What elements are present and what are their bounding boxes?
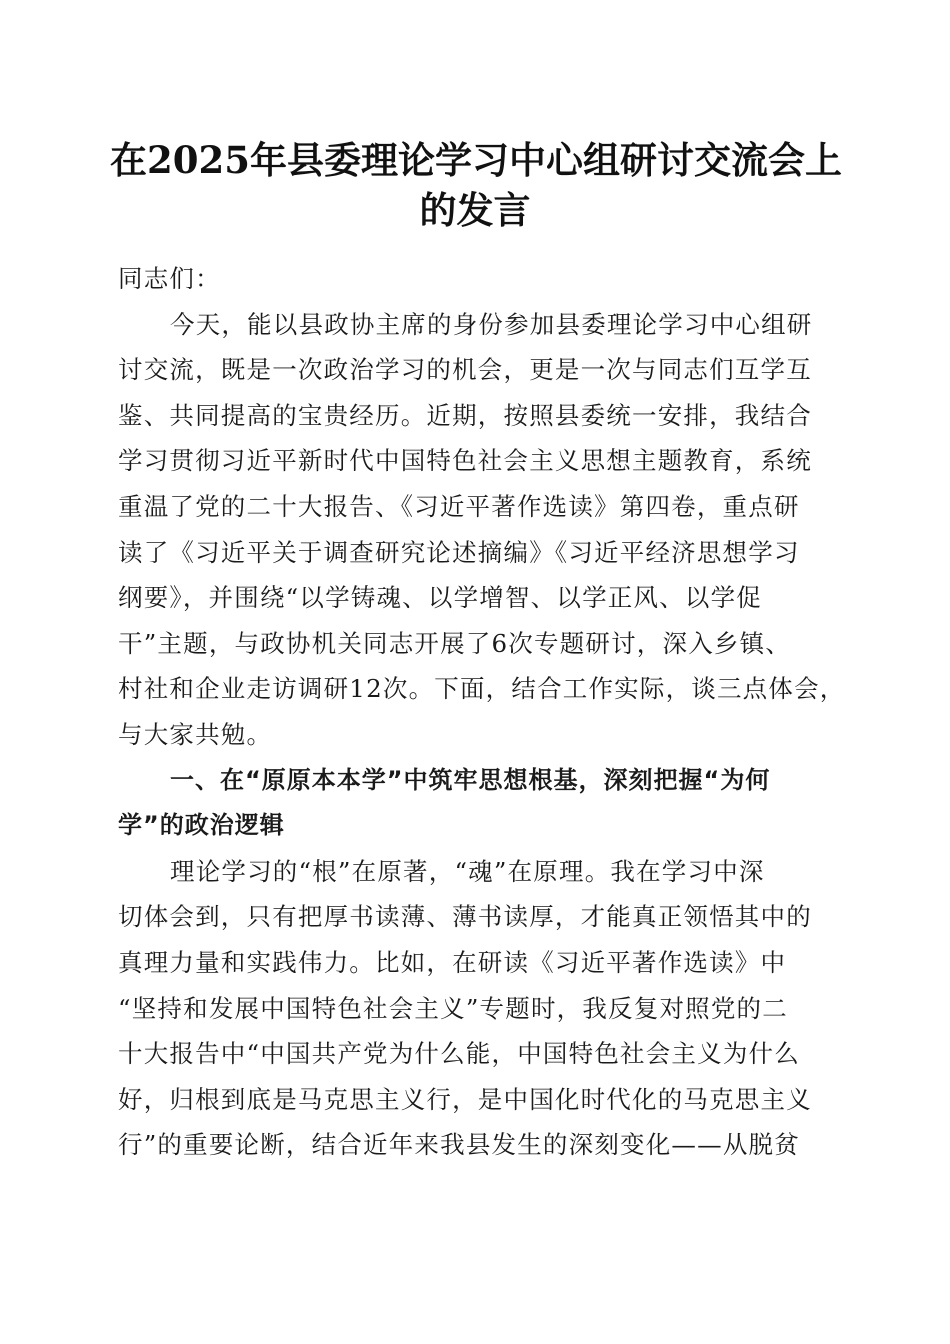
document-title (110, 135, 840, 235)
paragraph-line: 今天，能以县政协主席的身份参加县委理论学习中心组研 (170, 309, 813, 339)
paragraph-line: 学习贯彻习近平新时代中国特色社会主义思想主题教育，系统 (118, 446, 812, 476)
paragraph-line: 纲要》，并围绕“以学铸魂、以学增智、以学正风、以学促 (118, 583, 762, 613)
paragraph-line: 与大家共勉。 (118, 719, 273, 749)
paragraph-1 (118, 302, 846, 758)
section-heading-1 (118, 758, 830, 849)
paragraph-line: 好，归根到底是马克思主义行，是中国化时代化的马克思主义 (118, 1084, 812, 1114)
paragraph-line: 切体会到，只有把厚书读薄、薄书读厚，才能真正领悟其中的 (118, 902, 812, 932)
paragraph-line: 十大报告中“中国共产党为什么能，中国特色社会主义为什么 (118, 1039, 800, 1069)
document-body (118, 256, 846, 1168)
paragraph-line: “坚持和发展中国特色社会主义”专题时，我反复对照党的二 (118, 993, 788, 1023)
title-line-2: 的发言 (419, 188, 531, 232)
paragraph-line: 行”的重要论断，结合近年来我县发生的深刻变化——从脱贫 (118, 1130, 800, 1160)
paragraph-line: 重温了党的二十大报告、《习近平著作选读》第四卷，重点研 (118, 491, 800, 521)
paragraph-line: 真理力量和实践伟力。比如，在研读《习近平著作选读》中 (118, 947, 787, 977)
paragraph-line: 读了《习近平关于调查研究论述摘编》《习近平经济思想学习 (118, 537, 800, 567)
title-line-1: 在2025年县委理论学习中心组研讨交流会上 (110, 138, 842, 182)
salutation: 同志们： (118, 264, 221, 293)
paragraph-line: 干”主题，与政协机关同志开展了6次专题研讨，深入乡镇、 (118, 628, 792, 658)
heading-line: 一、在“原原本本学”中筑牢思想根基，深刻把握“为何 (170, 765, 771, 794)
paragraph-2 (118, 849, 830, 1168)
heading-line: 学”的政治逻辑 (118, 811, 285, 840)
paragraph-line: 村社和企业走访调研12次。下面，结合工作实际，谈三点体会， (118, 674, 846, 704)
paragraph-line: 鉴、共同提高的宝贵经历。近期，按照县委统一安排，我结合 (118, 400, 812, 430)
paragraph-line: 讨交流，既是一次政治学习的机会，更是一次与同志们互学互 (118, 355, 812, 385)
paragraph-line: 理论学习的“根”在原著，“魂”在原理。我在学习中深 (170, 856, 765, 886)
